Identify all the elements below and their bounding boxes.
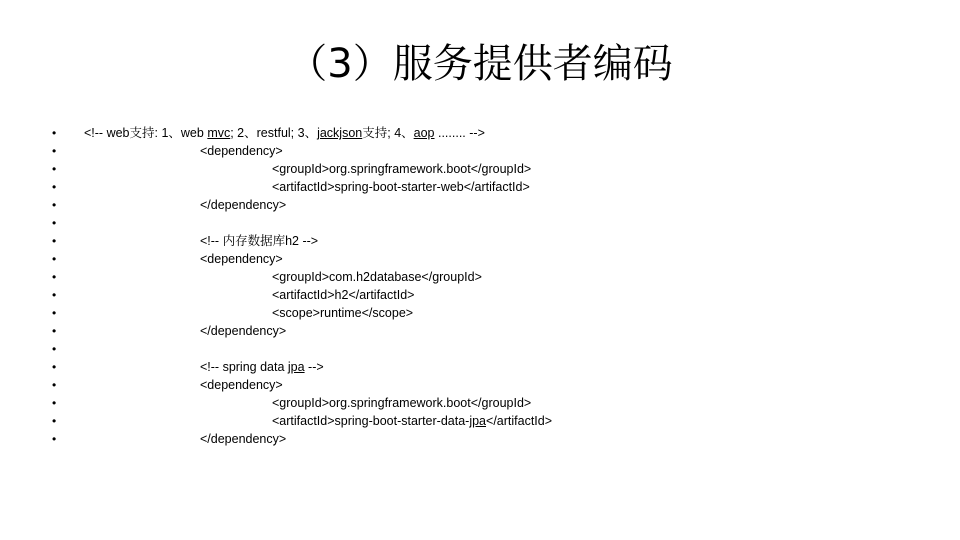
code-line (200, 358, 324, 376)
bullet-icon: • (52, 342, 57, 356)
bullet-icon: • (52, 432, 57, 446)
code-line (272, 268, 482, 286)
code-segment: <dependency> (200, 144, 283, 158)
bullet-icon: • (52, 126, 57, 140)
list-item (52, 178, 932, 196)
code-line (200, 250, 283, 268)
code-line (272, 286, 414, 304)
bullet-icon: • (52, 360, 57, 374)
code-line (272, 412, 552, 430)
list-item (52, 304, 932, 322)
list-item (52, 376, 932, 394)
list-item (52, 268, 932, 286)
code-segment: ........ --> (434, 126, 485, 140)
code-segment: </dependency> (200, 432, 287, 446)
code-line (84, 124, 485, 142)
code-segment: jackjson (317, 126, 363, 140)
list-item (52, 322, 932, 340)
list-item (52, 286, 932, 304)
list-item (52, 196, 932, 214)
list-item (52, 232, 932, 250)
code-line (200, 232, 318, 250)
code-line (200, 430, 286, 448)
code-line (200, 376, 283, 394)
code-line (200, 322, 286, 340)
list-item (52, 124, 932, 142)
bullet-icon: • (52, 180, 57, 194)
code-segment: <scope>runtime</scope> (272, 306, 414, 320)
slide-title: （3）服务提供者编码 (287, 41, 673, 87)
list-item (52, 430, 932, 448)
code-segment: <!-- 内存数据库h2 --> (200, 234, 319, 248)
code-line (200, 196, 286, 214)
list-item (52, 358, 932, 376)
bullet-list (52, 124, 932, 448)
list-item (52, 340, 932, 358)
bullet-icon: • (52, 252, 57, 266)
bullet-icon: • (52, 396, 57, 410)
list-item (52, 394, 932, 412)
bullet-icon: • (52, 306, 57, 320)
code-segment: <artifactId>h2</artifactId> (272, 288, 415, 302)
code-line (272, 160, 531, 178)
code-line (272, 178, 530, 196)
code-segment: jpa (287, 360, 305, 374)
code-line (200, 142, 283, 160)
code-segment: <groupId>org.springframework.boot</groupId> (272, 162, 532, 176)
bullet-icon: • (52, 216, 57, 230)
code-segment: <groupId>com.h2database</groupId> (272, 270, 482, 284)
code-segment: 支持; 4、 (362, 126, 414, 140)
code-segment: </dependency> (200, 324, 287, 338)
list-item (52, 160, 932, 178)
bullet-icon: • (52, 198, 57, 212)
code-segment: </dependency> (200, 198, 287, 212)
list-item (52, 214, 932, 232)
code-segment: <dependency> (200, 378, 283, 392)
list-item (52, 412, 932, 430)
bullet-icon: • (52, 378, 57, 392)
bullet-icon: • (52, 288, 57, 302)
bullet-icon: • (52, 414, 57, 428)
bullet-icon: • (52, 144, 57, 158)
code-segment: <groupId>org.springframework.boot</groupId> (272, 396, 532, 410)
list-item (52, 142, 932, 160)
bullet-icon: • (52, 270, 57, 284)
code-segment: <artifactId>spring-boot-starter-data- (272, 414, 470, 428)
code-segment: jpa (469, 414, 487, 428)
code-segment: <artifactId>spring-boot-starter-web</artifactId> (272, 180, 530, 194)
code-segment: <dependency> (200, 252, 283, 266)
code-segment: <!-- spring data (200, 360, 288, 374)
bullet-icon: • (52, 162, 57, 176)
code-segment: mvc (207, 126, 231, 140)
code-segment: <!-- web支持: 1、web (84, 126, 208, 140)
code-line (272, 394, 531, 412)
bullet-icon: • (52, 234, 57, 248)
code-segment: </artifactId> (486, 414, 553, 428)
code-line (272, 304, 413, 322)
code-segment: ; 2、restful; 3、 (230, 126, 318, 140)
code-segment: --> (304, 360, 324, 374)
bullet-icon: • (52, 324, 57, 338)
list-item (52, 250, 932, 268)
code-segment: aop (413, 126, 435, 140)
